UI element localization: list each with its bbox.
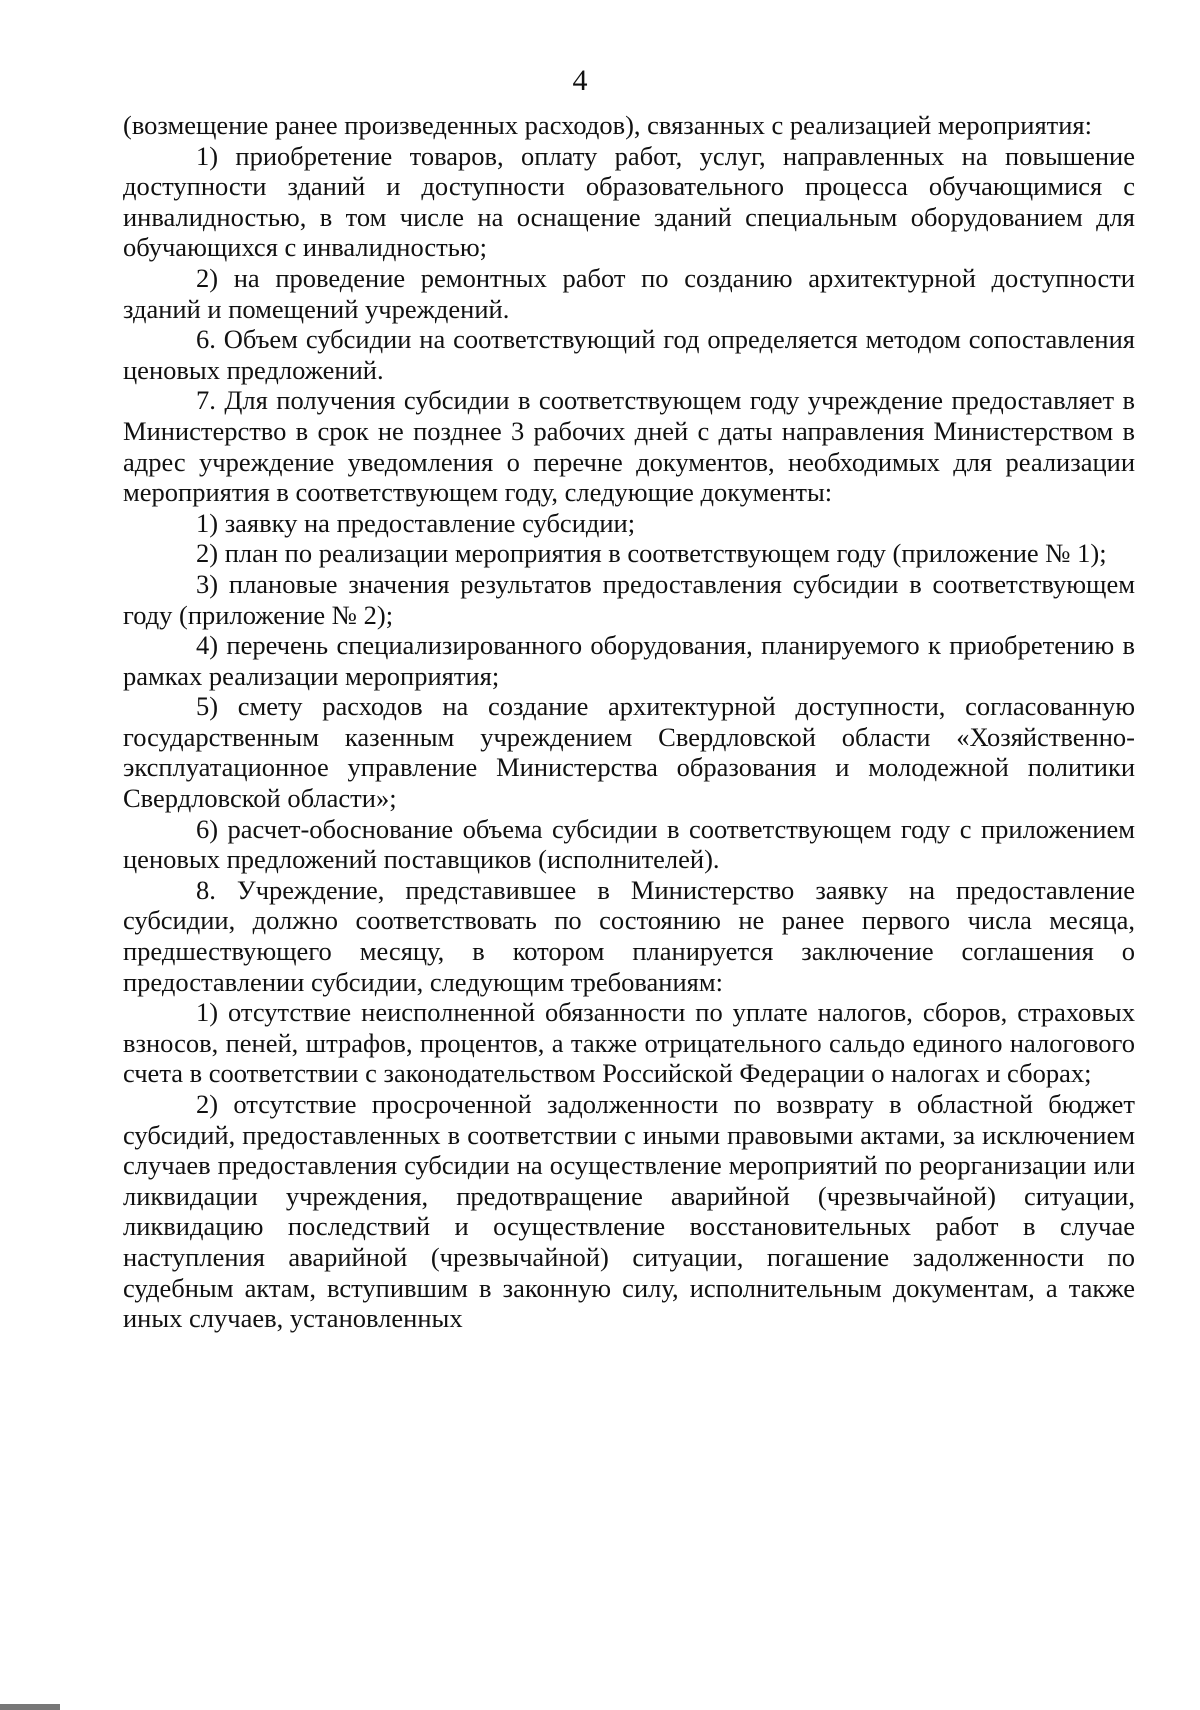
paragraph-14: 2) отсутствие просроченной задолженности по возврату в областной бюджет субсидий, предоставленных в соответствии с иными правовыми актами, за исключением случаев предоставления субсидии на осуществление мероприятий по реорганизации или ликвидации учреждения, предотвращение аварийной (чрезвычайной) ситуации, ликвидацию последствий и осуществление восстановительных работ в случае наступления аварийной (чрезвычайной) ситуации, погашение задолженности по судебным актам, вступившим в законную силу, исполнительным документам, а также иных случаев, установленных [123, 1089, 1135, 1334]
paragraph-12: 8. Учреждение, представившее в Министерство заявку на предоставление субсидии, должно соответствовать по состоянию не ранее первого числа месяца, предшествующего месяцу, в котором планируется заключение соглашения о предоставлении субсидии, следующим требованиям: [123, 874, 1135, 997]
paragraph-8: 3) плановые значения результатов предоставления субсидии в соответствующем году (приложение № 2); [123, 568, 1135, 630]
paragraph-1: (возмещение ранее произведенных расходов), связанных с реализацией мероприятия: [123, 110, 1092, 140]
paragraph-3: 2) на проведение ремонтных работ по созданию архитектурной доступности зданий и помещений учреждений. [123, 262, 1135, 324]
document-body [123, 110, 1135, 1334]
page-number: 4 [572, 64, 588, 97]
paragraph-5: 7. Для получения субсидии в соответствующем году учреждение предоставляет в Министерство в срок не позднее 3 рабочих дней с даты направления Министерством в адрес учреждение уведомления о перечне документов, необходимых для реализации мероприятия в соответствующем году, следующие документы: [123, 385, 1135, 508]
paragraph-11: 6) расчет-обоснование объема субсидии в соответствующем году с приложением ценовых предложений поставщиков (исполнителей). [123, 813, 1135, 875]
paragraph-4: 6. Объем субсидии на соответствующий год определяется методом сопоставления ценовых предложений. [123, 324, 1135, 385]
paragraph-13: 1) отсутствие неисполненной обязанности по уплате налогов, сборов, страховых взносов, пеней, штрафов, процентов, а также отрицательного сальдо единого налогового счета в соответствии с законодательством Российской Федерации о налогах и сборах; [123, 997, 1135, 1089]
paragraph-6: 1) заявку на предоставление субсидии; [196, 507, 636, 538]
scan-edge-mark [0, 1704, 60, 1710]
paragraph-10: 5) смету расходов на создание архитектурной доступности, согласованную государственным казенным учреждением Свердловской области «Хозяйственно-эксплуатационное управление Министерства образования и молодежной политики Свердловской области»; [123, 691, 1135, 814]
paragraph-2: 1) приобретение товаров, оплату работ, услуг, направленных на повышение доступности зданий и доступности образовательного процесса обучающимися с инвалидностью, в том числе на оснащение зданий специальным оборудованием для обучающихся с инвалидностью; [123, 140, 1135, 263]
paragraph-9: 4) перечень специализированного оборудования, планируемого к приобретению в рамках реализации мероприятия; [123, 630, 1135, 691]
paragraph-7: 2) план по реализации мероприятия в соответствующем году (приложение № 1); [196, 538, 1107, 569]
